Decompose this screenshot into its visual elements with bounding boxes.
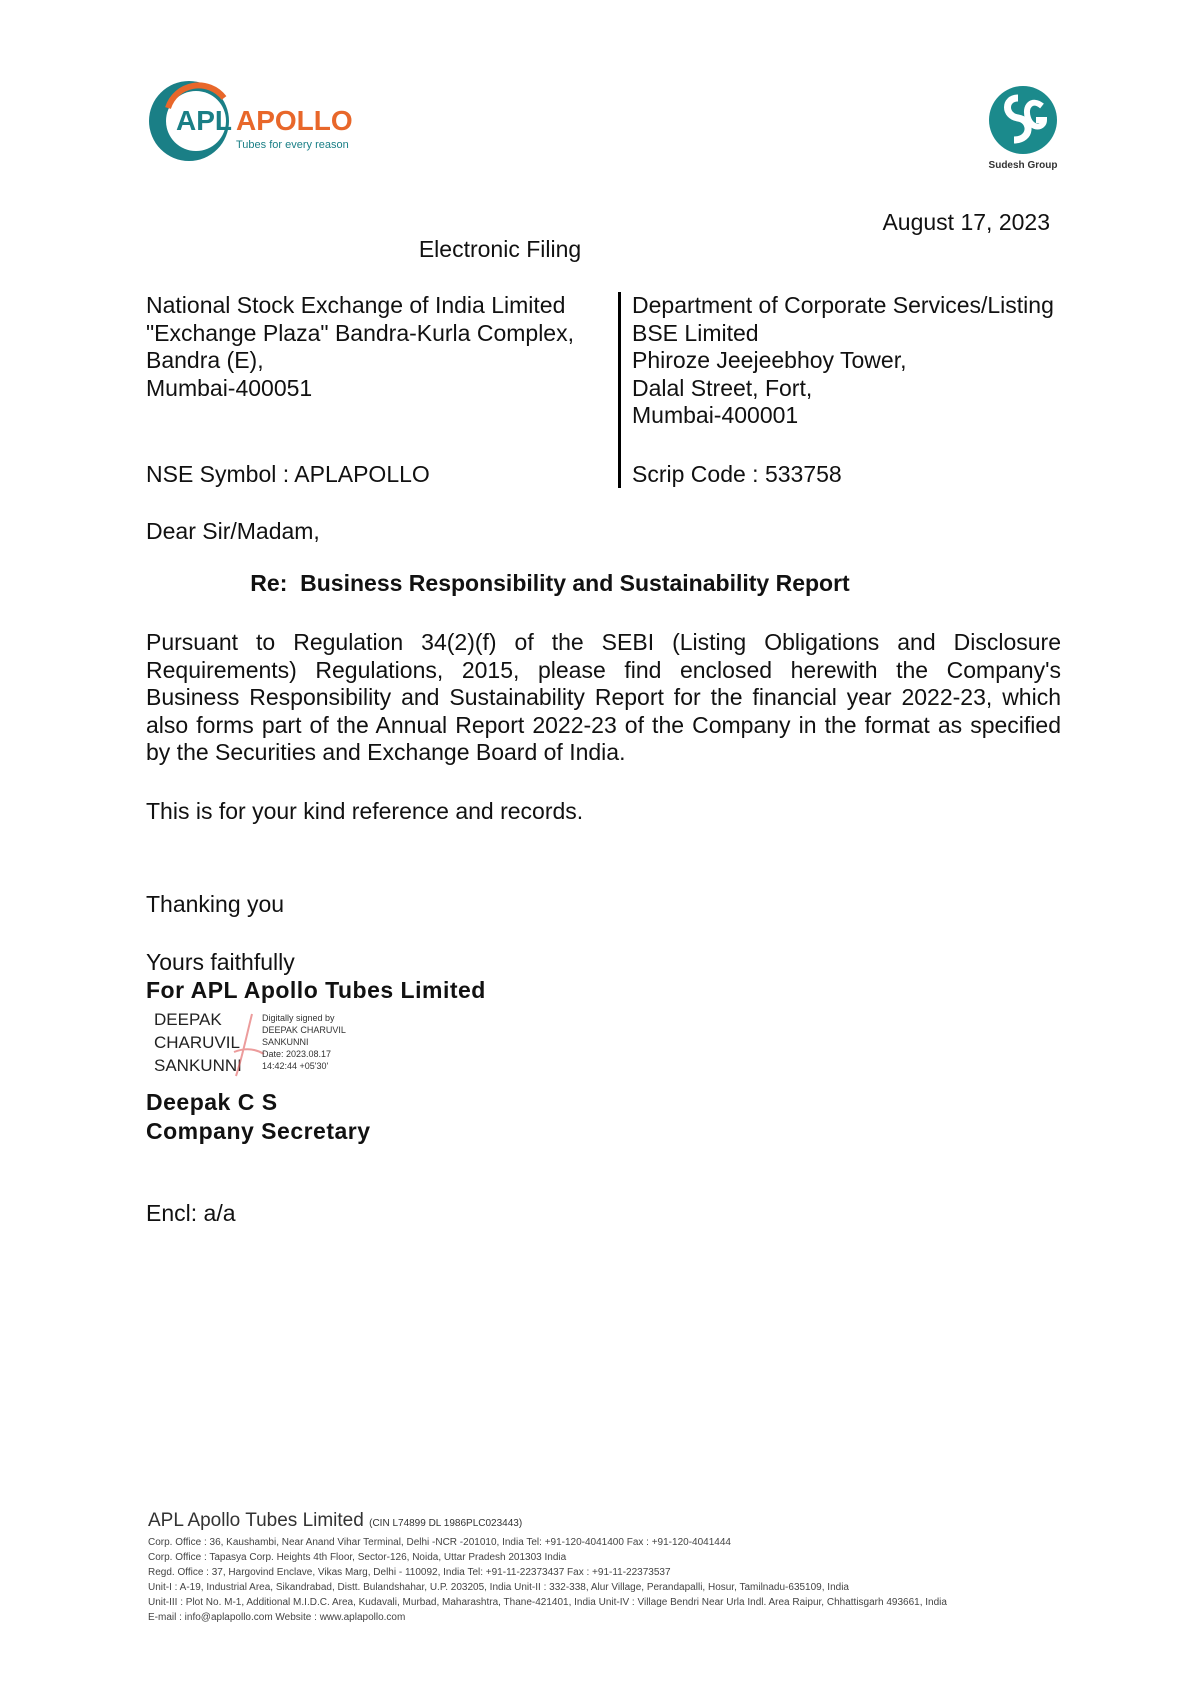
signatory-name: Deepak C S <box>146 1089 278 1115</box>
address-line: Phiroze Jeejeebhoy Tower, <box>632 347 907 373</box>
addressee-nse <box>146 292 574 402</box>
digital-signature-details <box>262 1012 346 1072</box>
signatory-title: Company Secretary <box>146 1118 371 1144</box>
body-paragraph: Pursuant to Regulation 34(2)(f) of the SEBI (Listing Obligations and Disclosure Requirements) Regulations, 2015, please find enclosed herewith the Company's Business Responsibility and Sustainability Report for the financial year 2022-23, which also forms part of the Annual Report 2022-23 of the Company in the format as specified by the Securities and Exchange Board of India. <box>146 629 1061 765</box>
nse-symbol: NSE Symbol : APLAPOLLO <box>146 461 430 487</box>
letterhead-footer <box>148 1510 1068 1625</box>
address-divider <box>618 292 621 488</box>
for-company-line: For APL Apollo Tubes Limited <box>146 977 486 1003</box>
scrip-code: Scrip Code : 533758 <box>632 461 842 487</box>
sudesh-group-logo <box>978 84 1068 174</box>
subject-line: Re: Business Responsibility and Sustainability Report <box>250 570 850 596</box>
footer-contact-line: E-mail : info@aplapollo.com Website : www.aplapollo.com <box>148 1612 406 1623</box>
thanking-line: Thanking you <box>146 891 285 917</box>
signatory-block <box>146 1088 371 1146</box>
apl-apollo-logo <box>146 78 376 164</box>
letter-date: August 17, 2023 <box>882 209 1050 235</box>
signature-name-line: SANKUNNI <box>154 1056 242 1075</box>
salutation: Dear Sir/Madam, <box>146 518 320 544</box>
footer-address-line: Corp. Office : 36, Kaushambi, Near Anand Vihar Terminal, Delhi -NCR -201010, India Tel: +91-120-4041400 Fax : +91-120-4041444 <box>148 1537 731 1548</box>
enclosure-line: Encl: a/a <box>146 1200 236 1226</box>
footer-company-line <box>148 1510 1068 1535</box>
signature-name-line: CHARUVIL <box>154 1033 240 1052</box>
filing-label: Electronic Filing <box>418 236 582 262</box>
signature-detail-line: DEEPAK CHARUVIL <box>262 1025 346 1035</box>
logo-tagline: Tubes for every reason <box>236 139 349 151</box>
reference-line: This is for your kind reference and records. <box>146 798 584 824</box>
signature-name-line: DEEPAK <box>154 1010 222 1029</box>
footer-cin: (CIN L74899 DL 1986PLC023443) <box>369 1518 523 1529</box>
footer-address-line: Regd. Office : 37, Hargovind Enclave, Vikas Marg, Delhi - 110092, India Tel: +91-11-22373437 Fax : +91-11-22373537 <box>148 1567 671 1578</box>
footer-address-line: Unit-I : A-19, Industrial Area, Sikandrabad, Distt. Bulandshahar, U.P. 203205, India Unit-II : 332-338, Alur Village, Perandapalli, Hosur, Tamilnadu-635109, India <box>148 1582 849 1593</box>
signature-detail-line: Date: 2023.08.17 <box>262 1049 332 1059</box>
address-line: Mumbai-400051 <box>146 374 313 401</box>
address-line: Bandra (E), <box>146 347 264 373</box>
signature-detail-line: Digitally signed by <box>262 1013 335 1023</box>
closing-line: Yours faithfully <box>146 949 295 975</box>
signature-detail-line: SANKUNNI <box>262 1037 309 1047</box>
address-line: BSE Limited <box>632 319 759 346</box>
address-line: Mumbai-400001 <box>632 402 799 428</box>
footer-company-name: APL Apollo Tubes Limited <box>148 1510 364 1531</box>
address-line: "Exchange Plaza" Bandra-Kurla Complex, <box>146 319 574 346</box>
logo-caption: Sudesh Group <box>988 160 1058 171</box>
signature-detail-line: 14:42:44 +05'30' <box>262 1061 329 1071</box>
address-line: Department of Corporate Services/Listing <box>632 292 1054 318</box>
footer-address-line: Corp. Office : Tapasya Corp. Heights 4th Floor, Sector-126, Noida, Uttar Pradesh 201303 India <box>148 1552 567 1563</box>
addressee-bse <box>632 292 1054 430</box>
logo-apl-text: APL <box>176 105 232 136</box>
footer-address-line: Unit-III : Plot No. M-1, Additional M.I.D.C. Area, Kudavali, Murbad, Maharashtra, Thane-421401, India Unit-IV : Village Bendri Near Urla Indl. Area Raipur, Chhattisgarh 493661, India <box>148 1597 947 1608</box>
address-line: Dalal Street, Fort, <box>632 374 813 401</box>
logo-apollo-text: APOLLO <box>236 105 353 136</box>
address-line: National Stock Exchange of India Limited <box>146 292 566 318</box>
